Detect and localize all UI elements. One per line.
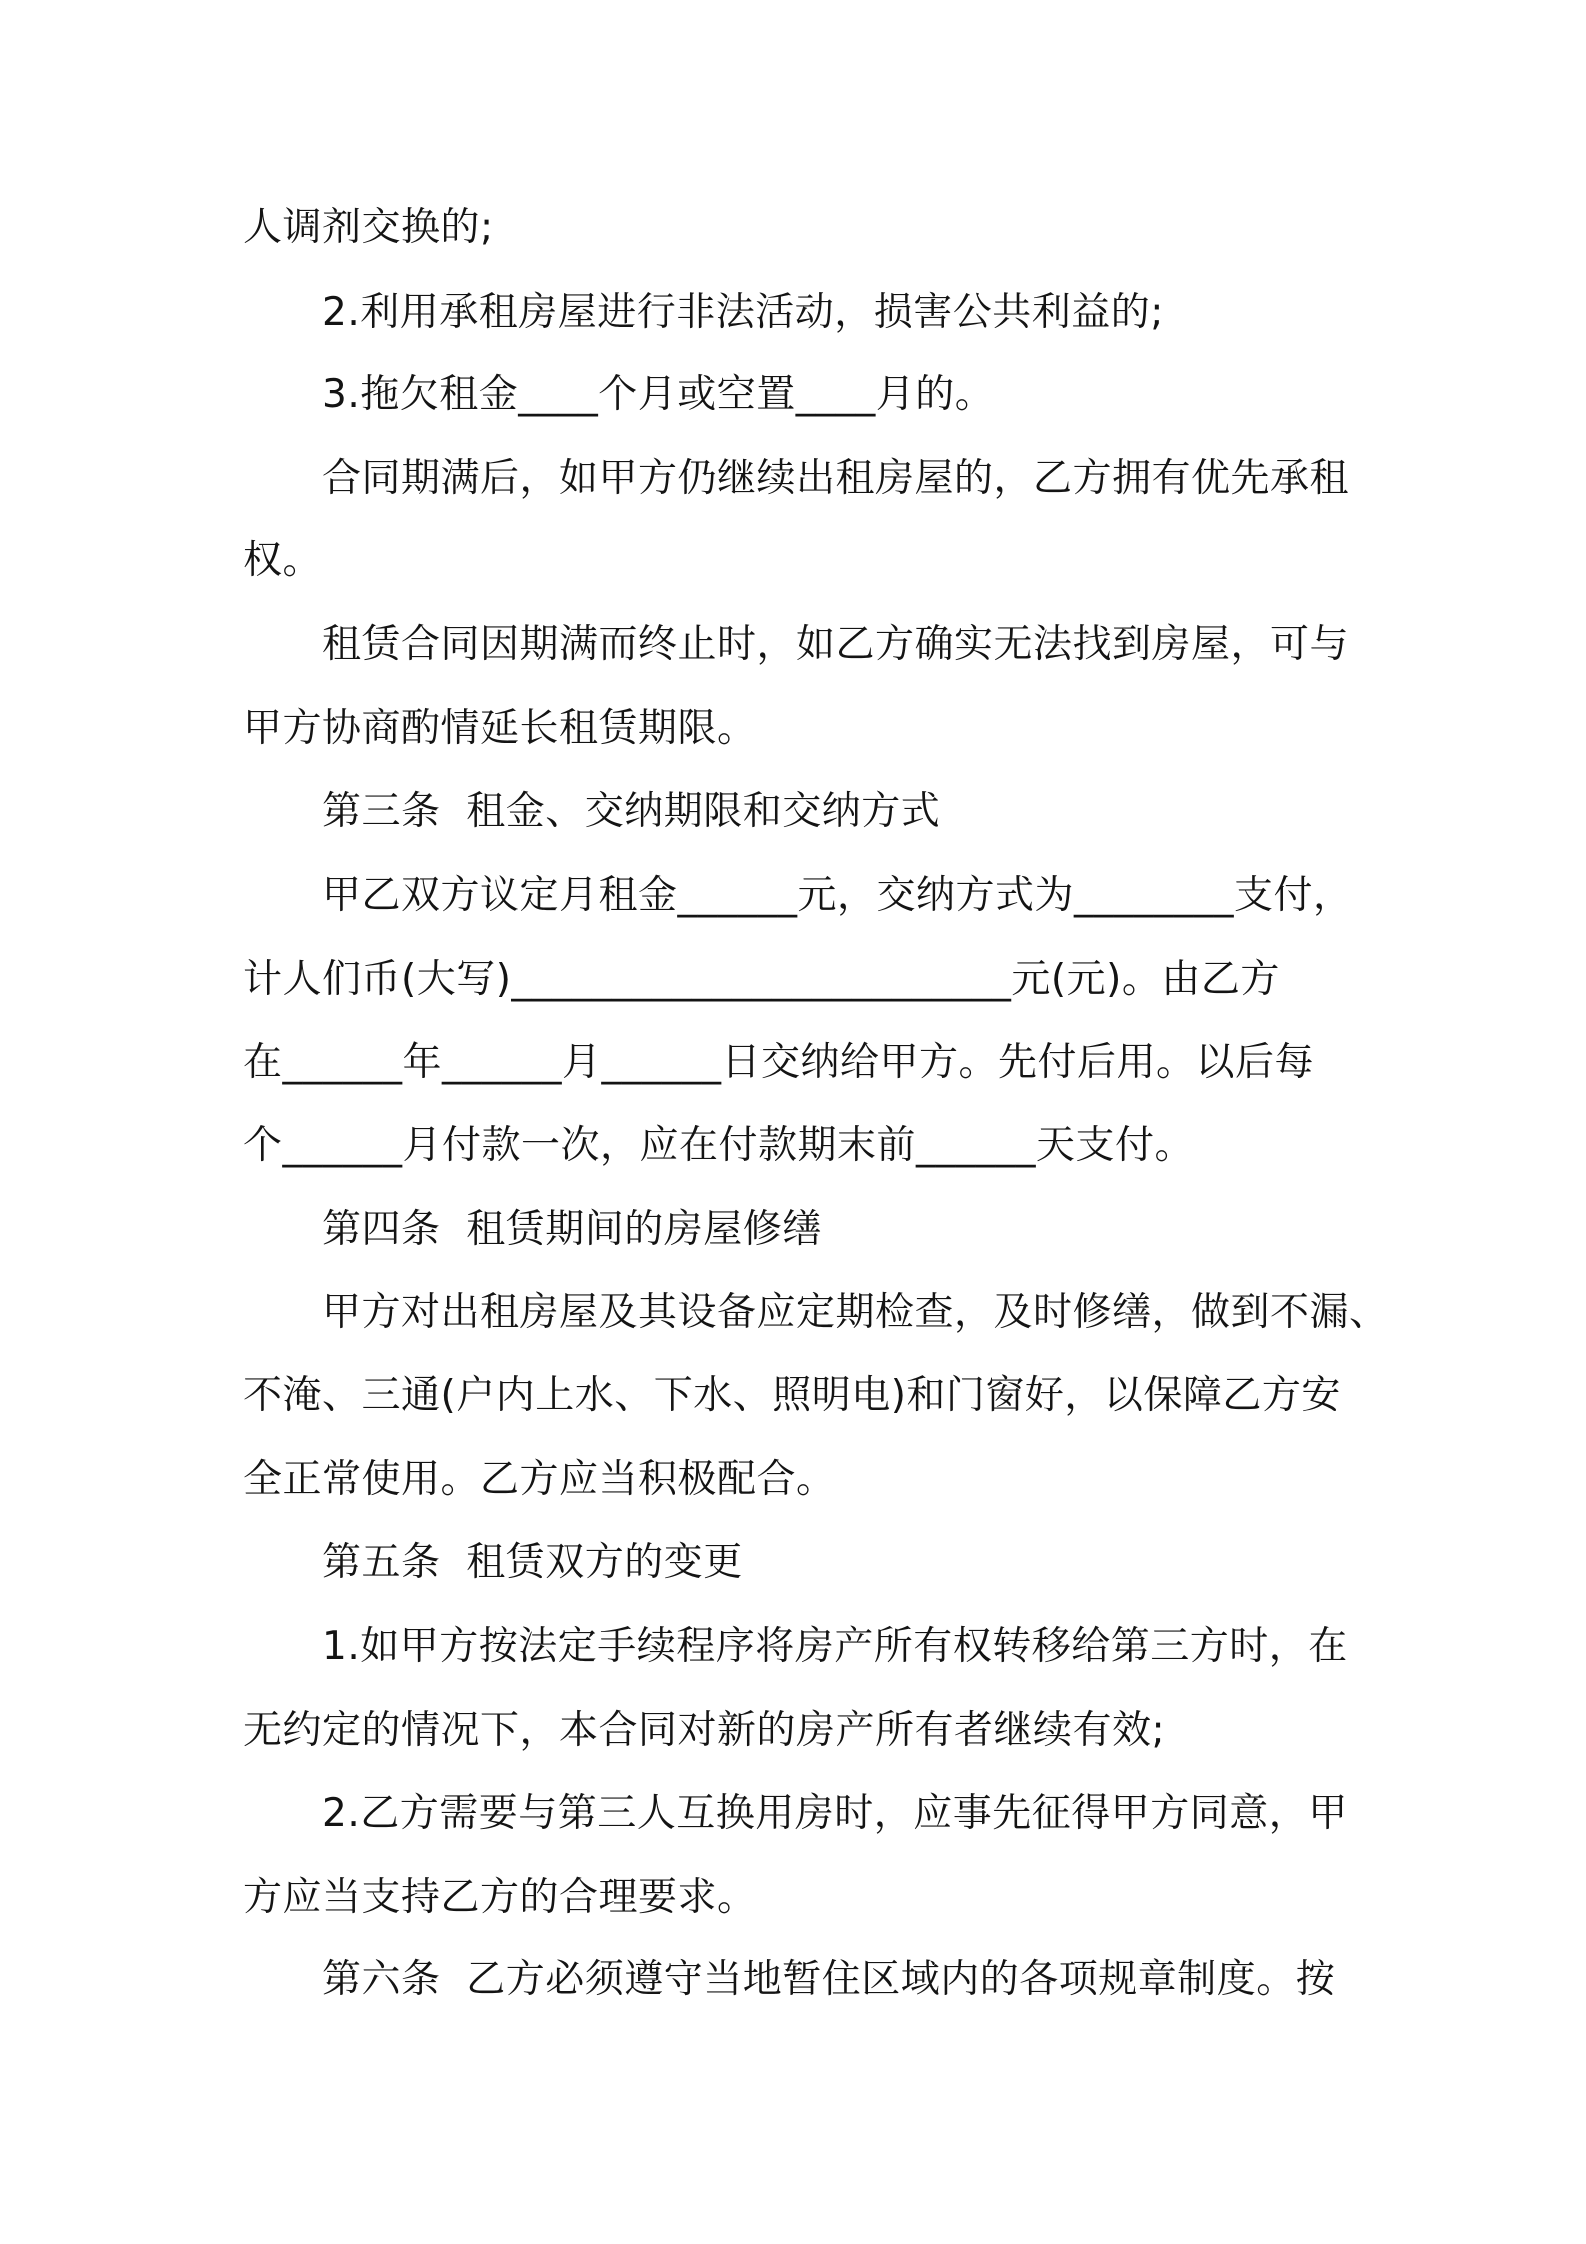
text-line-1: 人调剂交换的; [243, 205, 494, 250]
text-line-7: 甲方协商酌情延长租赁期限。 [243, 706, 757, 751]
text-line-20: 2.乙方需要与第三人互换用房时，应事先征得甲方同意，甲 [322, 1791, 1348, 1836]
section-heading-article-4: 第四条 租赁期间的房屋修缮 [322, 1207, 822, 1252]
text-line-12: 个______月付款一次，应在付款期末前______天支付。 [243, 1123, 1195, 1168]
section-heading-article-3: 第三条 租金、交纳期限和交纳方式 [322, 789, 941, 834]
text-line-9: 甲乙双方议定月租金______元，交纳方式为________支付， [322, 873, 1353, 918]
text-line-5: 权。 [243, 538, 323, 583]
section-heading-article-5: 第五条 租赁双方的变更 [322, 1540, 743, 1585]
text-line-21: 方应当支持乙方的合理要求。 [243, 1875, 757, 1920]
text-line-11: 在______年______月______日交纳给甲方。先付后用。以后每 [243, 1040, 1315, 1085]
text-line-16: 全正常使用。乙方应当积极配合。 [243, 1457, 836, 1502]
section-heading-article-6: 第六条 乙方必须遵守当地暂住区域内的各项规章制度。按 [322, 1957, 1336, 2002]
text-line-18: 1.如甲方按法定手续程序将房产所有权转移给第三方时，在 [322, 1624, 1348, 1669]
text-line-10: 计人们币(大写)_________________________元(元)。由乙方 [243, 957, 1280, 1002]
text-line-14: 甲方对出租房屋及其设备应定期检查，及时修缮，做到不漏、 [322, 1290, 1389, 1335]
text-line-3: 3.拖欠租金____个月或空置____月的。 [322, 372, 995, 417]
text-line-19: 无约定的情况下，本合同对新的房产所有者继续有效; [243, 1708, 1166, 1753]
text-line-4: 合同期满后，如甲方仍继续出租房屋的，乙方拥有优先承租 [322, 456, 1350, 501]
text-line-15: 不淹、三通(户内上水、下水、照明电)和门窗好，以保障乙方安 [243, 1373, 1341, 1418]
text-line-6: 租赁合同因期满而终止时，如乙方确实无法找到房屋，可与 [322, 622, 1350, 667]
text-line-2: 2.利用承租房屋进行非法活动，损害公共利益的; [322, 290, 1164, 335]
